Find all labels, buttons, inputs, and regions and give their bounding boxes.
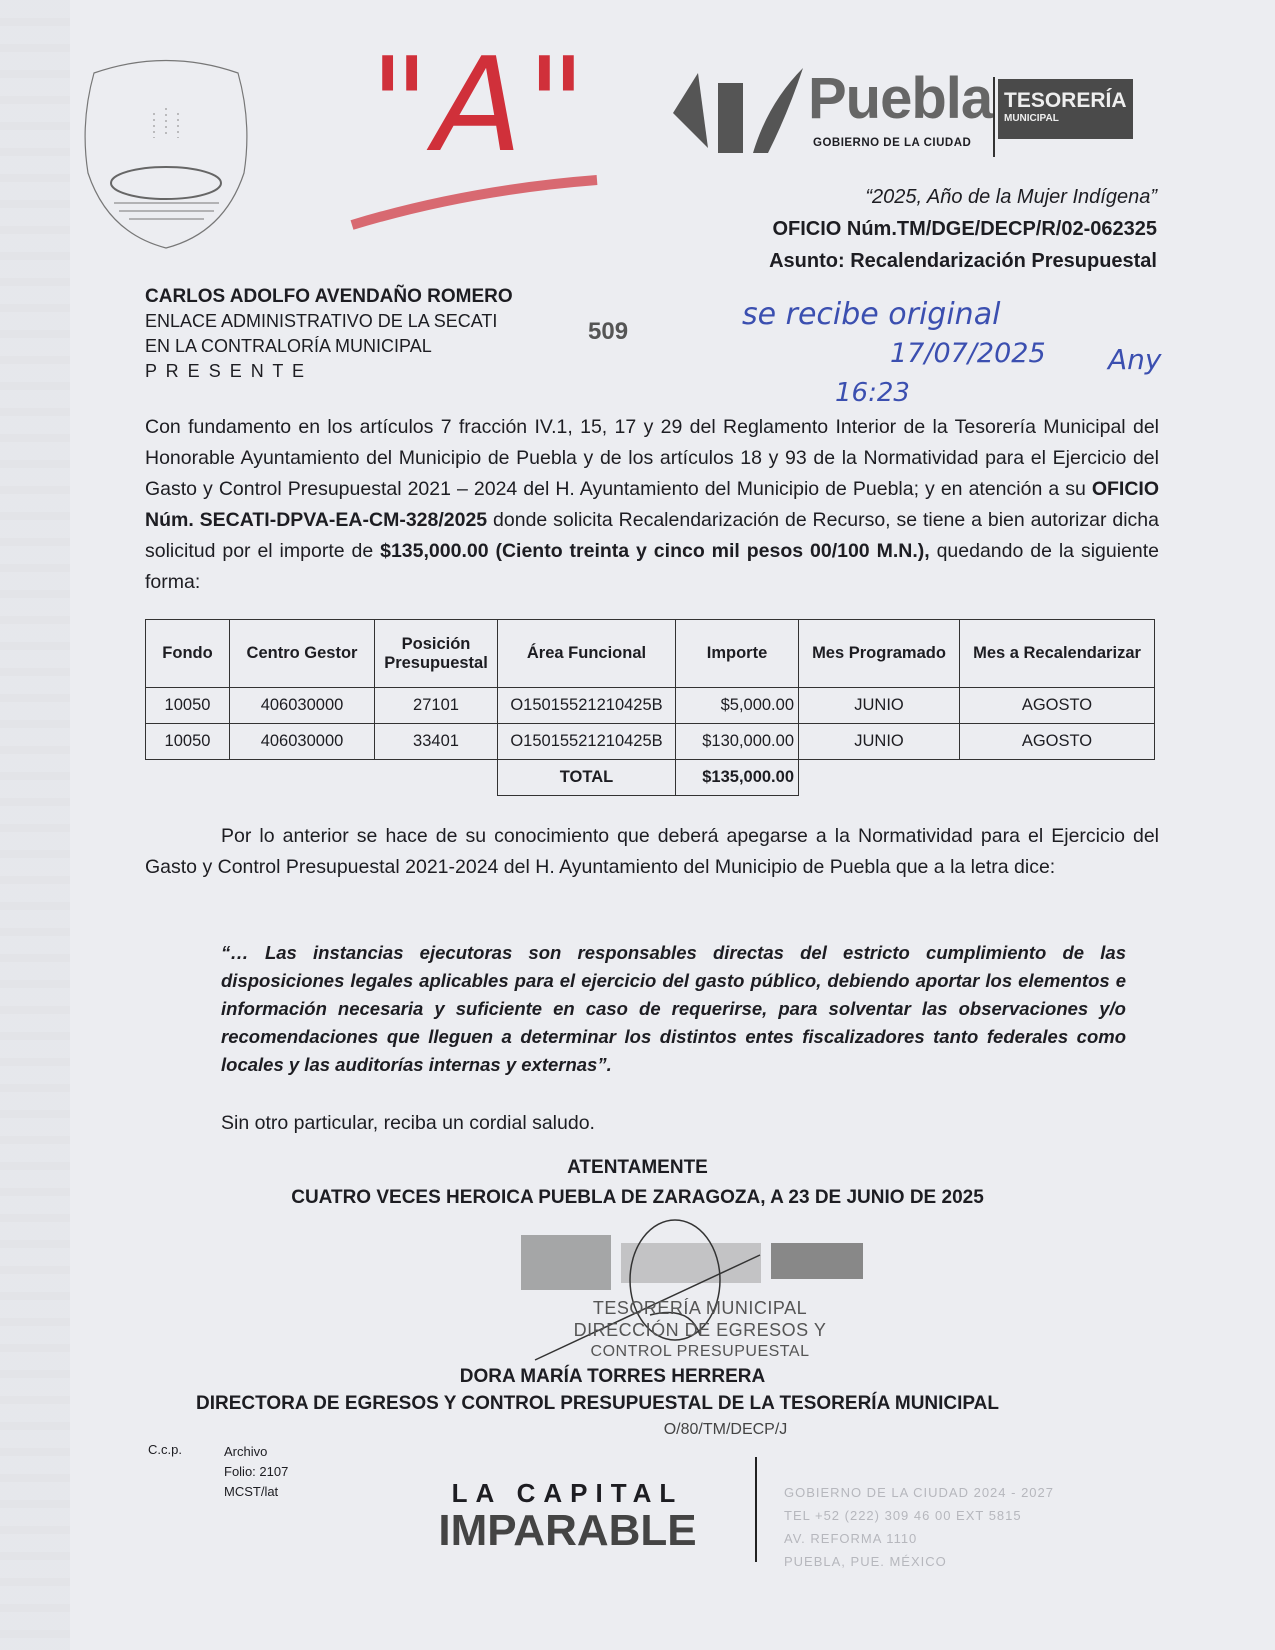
table-row: 10050 406030000 27101 O15015521210425B $5,000.00 JUNIO AGOSTO: [146, 688, 1155, 724]
signer-name: DORA MARÍA TORRES HERRERA: [459, 1366, 766, 1387]
handwritten-date: 17/07/2025: [890, 338, 1046, 369]
closing-line: Sin otro particular, reciba un cordial saludo.: [221, 1112, 595, 1134]
coat-of-arms-seal: [74, 53, 258, 253]
red-mark-a: "A": [369, 29, 591, 181]
la-capital-imparable-logo: LA CAPITAL IMPARABLE: [438, 1478, 697, 1555]
red-underline-mark: [347, 160, 602, 240]
logo-badge-sub: MUNICIPAL: [1004, 113, 1059, 124]
table-header-row: Fondo Centro Gestor Posición Presupuestal Área Funcional Importe Mes Programado Mes a Recalendarizar: [146, 620, 1155, 688]
stamp-line-2: DIRECCIÓN DE EGRESOS Y: [573, 1320, 827, 1340]
place-date: CUATRO VECES HEROICA PUEBLA DE ZARAGOZA, A 23 DE JUNIO DE 2025: [291, 1187, 984, 1208]
table-row: 10050 406030000 33401 O15015521210425B $130,000.00 JUNIO AGOSTO: [146, 724, 1155, 760]
year-motto: “2025, Año de la Mujer Indígena”: [865, 186, 1157, 208]
oficio-number: OFICIO Núm.TM/DGE/DECP/R/02-062325: [772, 218, 1157, 240]
footer-divider: [755, 1457, 757, 1562]
puebla-tesoreria-logo: [668, 63, 1133, 159]
body-paragraph-2: Por lo anterior se hace de su conocimiento que deberá apegarse a la Normatividad para el Ejercicio del Gasto y Control Presupuestal 2021-2024 del H. Ayuntamiento del Municipio de Puebla que a la letra dice:: [145, 825, 1159, 878]
footer-line-1: GOBIERNO DE LA CIUDAD 2024 - 2027: [784, 1485, 1054, 1500]
puebla-emblem-icon: [668, 63, 808, 159]
handwritten-received: se recibe original: [742, 297, 1001, 332]
footer-line-3: AV. REFORMA 1110: [784, 1531, 918, 1546]
stamp-line-3: CONTROL PRESUPUESTAL: [590, 1343, 810, 1360]
stamp-line-1: TESORERÍA MUNICIPAL: [592, 1298, 808, 1318]
logo-puebla: Puebla: [808, 66, 993, 131]
ccp-label: C.c.p.: [148, 1442, 182, 1457]
footer-line-4: PUEBLA, PUE. MÉXICO: [784, 1554, 947, 1569]
addressee-position: ENLACE ADMINISTRATIVO DE LA SECATI: [145, 311, 498, 331]
addressee-department: EN LA CONTRALORÍA MUNICIPAL: [145, 336, 432, 356]
handwritten-time: 16:23: [835, 378, 910, 408]
budget-table: [145, 619, 1155, 796]
logo-badge-title: TESORERÍA: [1004, 89, 1127, 112]
addressee: [145, 284, 513, 384]
reference-code: O/80/TM/DECP/J: [663, 1421, 788, 1438]
ccp-list: Archivo Folio: 2107 MCST/lat: [224, 1444, 289, 1499]
table-total-row: TOTAL $135,000.00: [146, 760, 1155, 796]
logo-subtitle: GOBIERNO DE LA CIUDAD: [813, 137, 972, 149]
atentamente: ATENTAMENTE: [567, 1157, 708, 1178]
footer-line-2: TEL +52 (222) 309 46 00 EXT 5815: [784, 1508, 1022, 1523]
subject: Asunto: Recalendarización Presupuestal: [769, 250, 1157, 272]
handwritten-initials: Any: [1108, 343, 1162, 376]
signer-title: DIRECTORA DE EGRESOS Y CONTROL PRESUPUESTAL DE LA TESORERÍA MUNICIPAL: [195, 1393, 1000, 1414]
addressee-presente: P R E S E N T E: [145, 361, 307, 381]
body-paragraph-1: Con fundamento en los artículos 7 fracción IV.1, 15, 17 y 29 del Reglamento Interior de la Tesorería Municipal del Honorable Ayuntamiento del Municipio de Puebla y de los artículos 18 y 93 de la Normatividad para el Ejercicio del Gasto y Control Presupuestal 2021 – 2024 del H. Ayuntamiento del Municipio de Puebla; y en atención a su OFICIO Núm. SECATI-DPVA-EA-CM-328/2025 donde solicita Recalendarización de Recurso, se tiene a bien autorizar dicha solicitud por el importe de $135,000.00 (Ciento treinta y cinco mil pesos 00/100 M.N.), quedando de la siguiente forma:: [145, 416, 1160, 593]
stamp-number: 509: [588, 318, 629, 345]
regulation-quote: “… Las instancias ejecutoras son responsables directas del estricto cumplimiento de las disposiciones legales aplicables para el ejercicio del gasto público, debiendo aportar los elementos e información necesaria y suficiente en caso de requerirse, para solventar las observaciones y/o recomendaciones que lleguen a determinar los distintos entes fiscalizadores tanto federales como locales y las auditorías internas y externas”.: [221, 942, 1126, 1075]
addressee-name: CARLOS ADOLFO AVENDAÑO ROMERO: [145, 286, 513, 307]
